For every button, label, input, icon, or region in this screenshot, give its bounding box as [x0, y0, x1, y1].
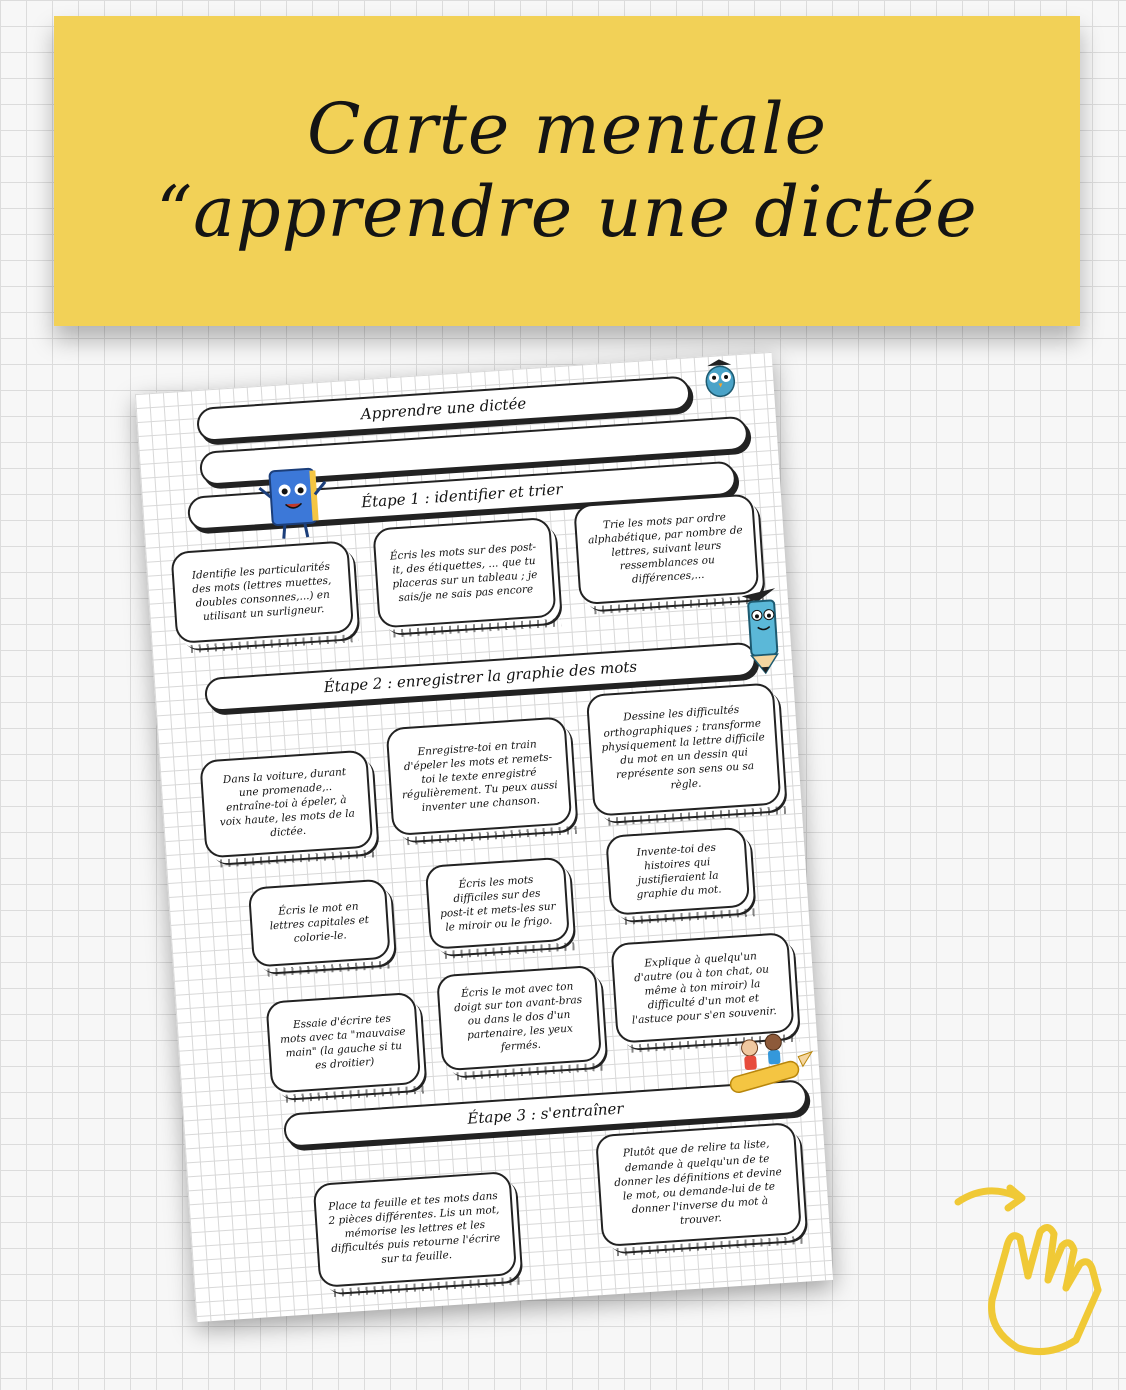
- step2-card-4: Écris le mot en lettres capitales et colorie-le.: [248, 879, 391, 968]
- step1-card-3: Trie les mots par ordre alphabétique, par nombre de lettres, suivant leurs ressemblances ou différences,...: [573, 493, 759, 605]
- title-banner: [54, 16, 1080, 326]
- owl-mascot-icon: [699, 354, 742, 401]
- step3-title: Étape 3 : s'entraîner: [466, 1099, 625, 1128]
- banner-title-line2: “apprendre une dictée: [156, 171, 978, 253]
- kids-on-pencil-icon: [718, 1026, 817, 1100]
- sheet-title: Apprendre une dictée: [360, 394, 527, 424]
- step2-card-5: Écris les mots difficiles sur des post-it et mets-les sur le miroir ou le frigo.: [425, 857, 570, 950]
- banner-title-line1: Carte mentale: [306, 88, 828, 171]
- step2-card-6: Invente-toi des histoires qui justifieraient la graphie du mot.: [605, 827, 750, 916]
- step3-card-2: Plutôt que de relire ta liste, demande à quelqu'un de te donner les définitions et devine le mot, ou demande-lui de te donner l'inverse du mot à trouver.: [595, 1122, 802, 1247]
- step1-card-1: Identifie les particularités des mots (lettres muettes, doubles consonnes,...) en utilisant un surligneur.: [170, 540, 354, 644]
- step2-card-9: Explique à quelqu'un d'autre (ou à ton chat, ou même à ton miroir) la difficulté d'un mot et l'astuce pour s'en souvenir.: [610, 932, 794, 1044]
- step2-title: Étape 2 : enregistrer la graphie des mots: [323, 657, 638, 697]
- worksheet-preview: [135, 352, 833, 1322]
- step2-card-2: Enregistre-toi en train d'épeler les mots et remets-toi le texte enregistré régulièrement. Tu peux aussi inventer une chanson.: [386, 716, 573, 836]
- pointing-hand-icon: [948, 1180, 1113, 1360]
- step1-card-2: Écris les mots sur des post-it, des étiquettes, ... que tu placeras sur un tableau ; je sais/je ne sais pas encore: [372, 517, 556, 629]
- step1-title: Étape 1 : identifier et trier: [360, 480, 564, 512]
- step3-card-1: Place ta feuille et tes mots dans 2 pièces différentes. Lis un mot, mémorise les lettres et les difficultés puis retourne l'écrire sur ta feuille.: [313, 1171, 517, 1288]
- step2-card-8: Écris le mot avec ton doigt sur ton avant-bras ou dans le dos d'un partenaire, les yeux fermés.: [436, 965, 602, 1071]
- step2-card-7: Essaie d'écrire tes mots avec ta "mauvaise main" (la gauche si tu es droitier): [265, 992, 421, 1094]
- step2-card-3: Dessine les difficultés orthographiques ; transforme physiquement la lettre difficile du mot en un dessin qui représente son sens ou sa règle.: [586, 682, 782, 816]
- step2-card-1: Dans la voiture, durant une promenade,.. entraîne-toi à épeler, à voix haute, les mots de la dictée.: [199, 750, 373, 859]
- pencil-mascot-icon: [731, 583, 801, 679]
- book-mascot-icon: [255, 460, 332, 545]
